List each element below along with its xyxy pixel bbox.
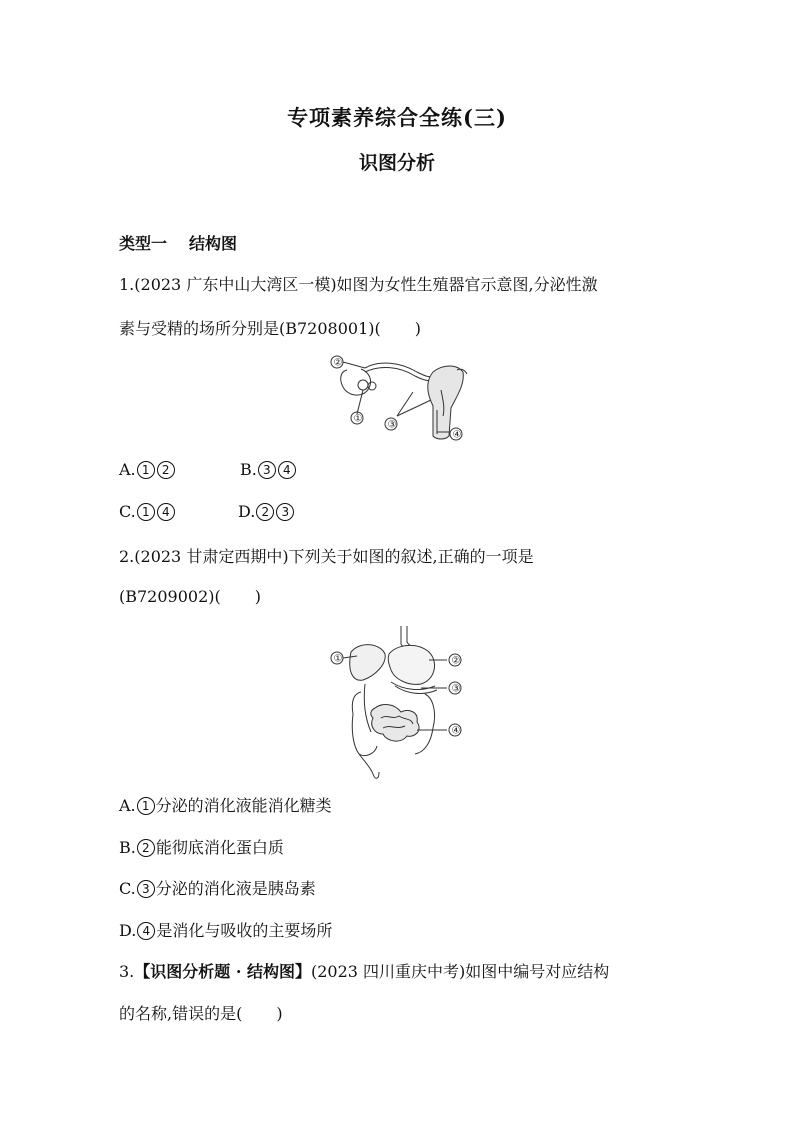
q3-stem-line1 <box>119 959 609 982</box>
q2-close-paren: ) <box>254 587 261 606</box>
q3-stem-line2 <box>119 1001 283 1024</box>
q1-option-a <box>119 460 176 479</box>
q1-option-d-letter: D. <box>238 502 256 521</box>
q1-option-c-letter: C. <box>119 502 136 521</box>
section-heading <box>119 231 237 254</box>
q2-stem-text: (B7209002)( <box>119 587 221 606</box>
q2-fig-label-4: ④ <box>451 725 461 737</box>
circled-number: 1 <box>137 797 155 815</box>
q1-fig-label-2: ② <box>333 357 343 369</box>
q2-option-d-text: 是消化与吸收的主要场所 <box>156 921 333 940</box>
q2-fig-label-1: ① <box>333 653 343 665</box>
circled-number: 2 <box>157 461 175 479</box>
circled-number: 3 <box>258 461 276 479</box>
q2-option-b <box>119 835 284 858</box>
q2-option-d-letter: D. <box>119 921 137 940</box>
q3-tag: 【识图分析题 · 结构图】 <box>134 962 311 981</box>
digestive-system-figure <box>325 622 470 782</box>
q1-fig-label-3: ③ <box>387 419 397 431</box>
page-title: 专项素养综合全练(三) <box>287 105 507 130</box>
q2-option-a-text: 分泌的消化液能消化糖类 <box>155 796 332 815</box>
q2-option-b-letter: B. <box>119 838 136 857</box>
circled-number: 4 <box>157 503 175 521</box>
q1-close-paren: ) <box>414 319 421 338</box>
q1-fig-label-1: ① <box>353 413 363 425</box>
q2-option-d <box>119 918 332 941</box>
q2-option-a-letter: A. <box>119 796 136 815</box>
q1-option-a-letter: A. <box>119 460 136 479</box>
q1-option-d <box>238 502 295 521</box>
section-name: 结构图 <box>189 234 238 253</box>
section-label: 类型一 <box>119 234 168 253</box>
q3-close-paren: ) <box>276 1004 283 1023</box>
q2-option-c-letter: C. <box>119 879 136 898</box>
circled-number: 1 <box>137 461 155 479</box>
q2-option-c <box>119 876 316 899</box>
circled-number: 3 <box>276 503 294 521</box>
q3-stem-text: (2023 四川重庆中考)如图中编号对应结构 <box>310 962 610 981</box>
circled-number: 2 <box>256 503 274 521</box>
q2-stem-line2 <box>119 587 261 606</box>
q1-stem-line1: 1.(2023 广东中山大湾区一模)如图为女性生殖器官示意图,分泌性激 <box>119 275 598 294</box>
q1-option-c <box>119 502 176 521</box>
q2-option-a <box>119 793 332 816</box>
q1-fig-label-4: ④ <box>452 429 462 441</box>
q2-stem-line1: 2.(2023 甘肃定西期中)下列关于如图的叙述,正确的一项是 <box>119 547 534 566</box>
circled-number: 4 <box>137 922 155 940</box>
q3-number: 3. <box>119 962 135 981</box>
circled-number: 4 <box>278 461 296 479</box>
q2-option-b-text: 能彻底消化蛋白质 <box>155 838 284 857</box>
circled-number: 2 <box>137 839 155 857</box>
q2-fig-label-2: ② <box>451 655 461 667</box>
q2-option-c-text: 分泌的消化液是胰岛素 <box>155 879 316 898</box>
circled-number: 1 <box>137 503 155 521</box>
female-reproductive-figure <box>325 350 470 445</box>
q1-stem-line2 <box>119 316 421 339</box>
q1-stem-text: 素与受精的场所分别是(B7208001)( <box>119 319 381 338</box>
circled-number: 3 <box>137 880 155 898</box>
q1-option-b <box>240 460 297 479</box>
q3-stem-text-2: 的名称,错误的是( <box>119 1004 243 1023</box>
q1-option-b-letter: B. <box>240 460 257 479</box>
page-subtitle: 识图分析 <box>358 152 435 174</box>
q2-fig-label-3: ③ <box>451 683 461 695</box>
